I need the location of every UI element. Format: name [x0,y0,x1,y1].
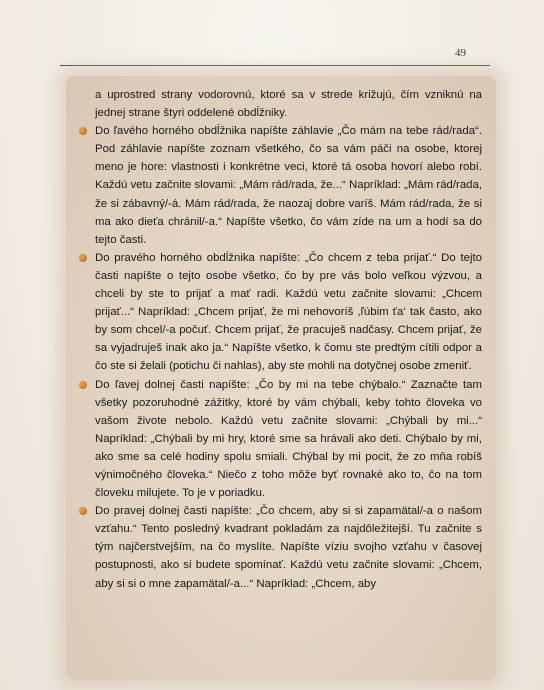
list-item [76,122,482,249]
page-number: 49 [455,47,466,59]
bullet-icon [79,254,87,262]
body-text [76,86,482,593]
list-item-text: Do ľavého horného obdĺžnika napíšte záhlavie „Čo mám na tebe rád/rada“. Pod záhlavie napíšte zoznam všetkého, čo sa vám páči na osobe, ktorej meno je hore: vlastnosti i konkrétne veci, ktoré tá osoba hovorí alebo robí. Každú vetu začnite slovami: „Mám rád/rada, že...“ Napríklad: „Mám rád/rada, že si zábavný/-á. Mám rád/rada, že naozaj dobre varíš. Mám rád/rada, že si ma ako dieťa chránil/-a.“ Napíšte všetko, čo vám zíde na um a hodí sa do tejto časti. [95,125,482,246]
bullet-icon [79,127,87,135]
list-item [76,249,482,376]
bullet-icon [79,381,87,389]
list-item [76,376,482,503]
list-item-text: Do ľavej dolnej časti napíšte: „Čo by mi na tebe chýbalo.“ Zaznačte tam všetky pozoruhodné zážitky, ktoré by vám chýbali, keby tohto človeka vo vašom živote nebolo. Každú vetu začnite slovami: „Chýbali by mi...“ Napríklad: „Chýbali by mi hry, ktoré sme sa hrávali ako deti. Chýbalo by mi, ako sme sa celé hodiny spolu smiali. Chýbal by mi pocit, že zo mňa robíš výnimočného človeka.“ Niečo z toho môže byť rovnaké ako to, čo na tom človeku milujete. To je v poriadku. [95,378,482,500]
header-rule [60,65,490,66]
intro-paragraph: a uprostred strany vodorovnú, ktoré sa v strede križujú, čím vzniknú na jednej strane štyri oddelené obdĺžniky. [95,89,482,120]
list-item-text: Do pravej dolnej časti napíšte: „Čo chcem, aby si si zapamätal/-a o našom vzťahu.“ Tento posledný kvadrant pokladám za najdôležitejší. Tu začnite s tým najčerstvejším, na čo myslíte. Napíšte víziu svojho vzťahu v časovej postupnosti, ako si budete spomínať. Každú vetu začnite slovami: „Chcem, aby si si o mne zapamätal/-a...“ Napríklad: „Chcem, aby [95,505,482,590]
list-item [76,502,482,592]
list-item-text: Do pravého horného obdĺžnika napíšte: „Čo chcem z teba prijať.“ Do tejto časti napíšte o tejto osobe všetko, čo by pre vás bolo veľkou výzvou, a chceli by ste to prijať a mať radi. Každú vetu začnite slovami: „Chcem prijať...“ Napríklad: „Chcem prijať, že mi nehovoríš ,ľúbim ťa‘ tak často, ako by som chcel/-a počuť. Chcem prijať, že pracuješ nadčasy. Chcem prijať, že sa vyjadruješ inak ako ja.“ Napíšte všetko, k čomu ste predtým cítili odpor a čo ste si želali (potichu či nahlas), aby ste mohli na dotyčnej osobe zmeniť. [95,251,482,373]
bullet-icon [79,507,87,515]
